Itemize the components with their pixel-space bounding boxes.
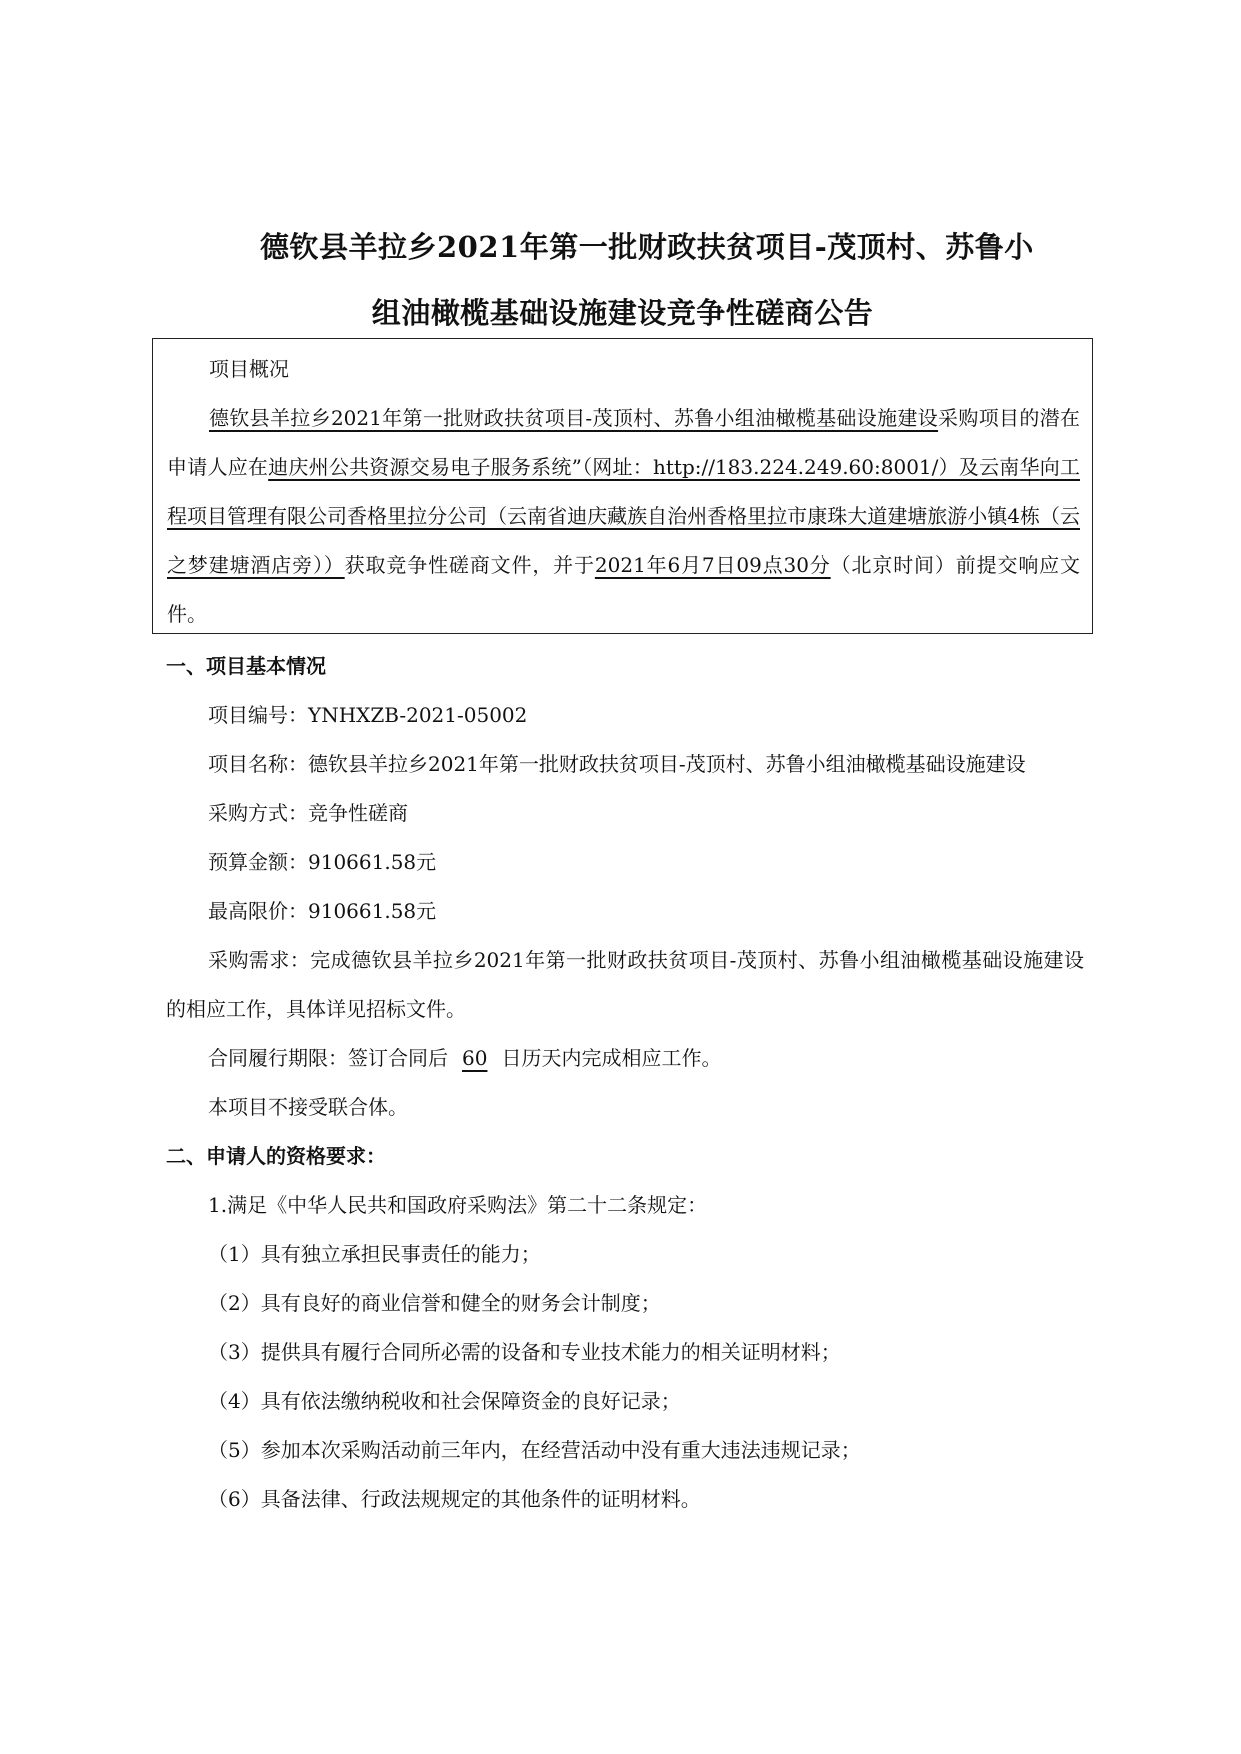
document-body — [166, 642, 1084, 1524]
period-label: 合同履行期限：签订合同后 — [208, 1046, 448, 1070]
procurement-method: 采购方式：竞争性磋商 — [208, 801, 408, 825]
consortium-note: 本项目不接受联合体。 — [208, 1095, 408, 1119]
section-1-heading: 一、项目基本情况 — [166, 654, 326, 678]
document-source-underlined: 迪庆州公共资源交易电子服务系统”（网址：http://183.224.249.60:8001/）及云南华向工程项目管理有限公司香格里拉分公司（云南省迪庆藏族自治州香格里拉市康珠大道建塘旅游小镇4栋（云之梦建塘酒店旁）） — [167, 455, 1080, 577]
title-line-1: 德钦县羊拉乡2021年第一批财政扶贫项目-茂顶村、苏鲁小 — [260, 230, 1034, 264]
project-name: 项目名称：德钦县羊拉乡2021年第一批财政扶贫项目-茂顶村、苏鲁小组油橄榄基础设施建设 — [208, 752, 1026, 776]
period-suffix: 日历天内完成相应工作。 — [501, 1046, 722, 1070]
qualification-intro: 1.满足《中华人民共和国政府采购法》第二十二条规定： — [208, 1193, 708, 1217]
overview-text: 采购项目的潜在申请人应在 — [167, 406, 1080, 479]
section-2-heading: 二、申请人的资格要求： — [166, 1144, 386, 1168]
qualification-item: （2）具有良好的商业信誉和健全的财务会计制度； — [208, 1291, 661, 1315]
overview-paragraph — [167, 394, 1080, 639]
qualification-item: （1）具有独立承担民事责任的能力； — [208, 1242, 541, 1266]
period-value: 60 — [462, 1046, 488, 1070]
project-number: 项目编号：YNHXZB-2021-05002 — [208, 703, 528, 727]
overview-heading: 项目概况 — [209, 357, 289, 381]
document-title — [150, 214, 1095, 346]
title-line-2: 组油橄榄基础设施建设竞争性磋商公告 — [371, 296, 874, 330]
project-name-underlined: 德钦县羊拉乡2021年第一批财政扶贫项目-茂顶村、苏鲁小组油橄榄基础设施建设 — [209, 406, 939, 430]
overview-text: 获取竞争性磋商文件，并于 — [344, 553, 595, 577]
overview-text: （北京时间）前提交响应文件。 — [167, 553, 1081, 626]
qualification-item: （6）具备法律、行政法规规定的其他条件的证明材料。 — [208, 1487, 701, 1511]
budget-amount: 预算金额：910661.58元 — [208, 850, 437, 874]
procurement-requirement: 采购需求：完成德钦县羊拉乡2021年第一批财政扶贫项目-茂顶村、苏鲁小组油橄榄基础设施建设的相应工作，具体详见招标文件。 — [166, 948, 1084, 1021]
max-price: 最高限价：910661.58元 — [208, 899, 437, 923]
deadline-underlined: 2021年6月7日09点30分 — [594, 553, 831, 577]
qualification-item: （5）参加本次采购活动前三年内，在经营活动中没有重大违法违规记录； — [208, 1438, 861, 1462]
qualification-item: （3）提供具有履行合同所必需的设备和专业技术能力的相关证明材料； — [208, 1340, 841, 1364]
project-overview-box — [152, 338, 1093, 634]
contract-period — [166, 1034, 1084, 1083]
qualification-item: （4）具有依法缴纳税收和社会保障资金的良好记录； — [208, 1389, 681, 1413]
